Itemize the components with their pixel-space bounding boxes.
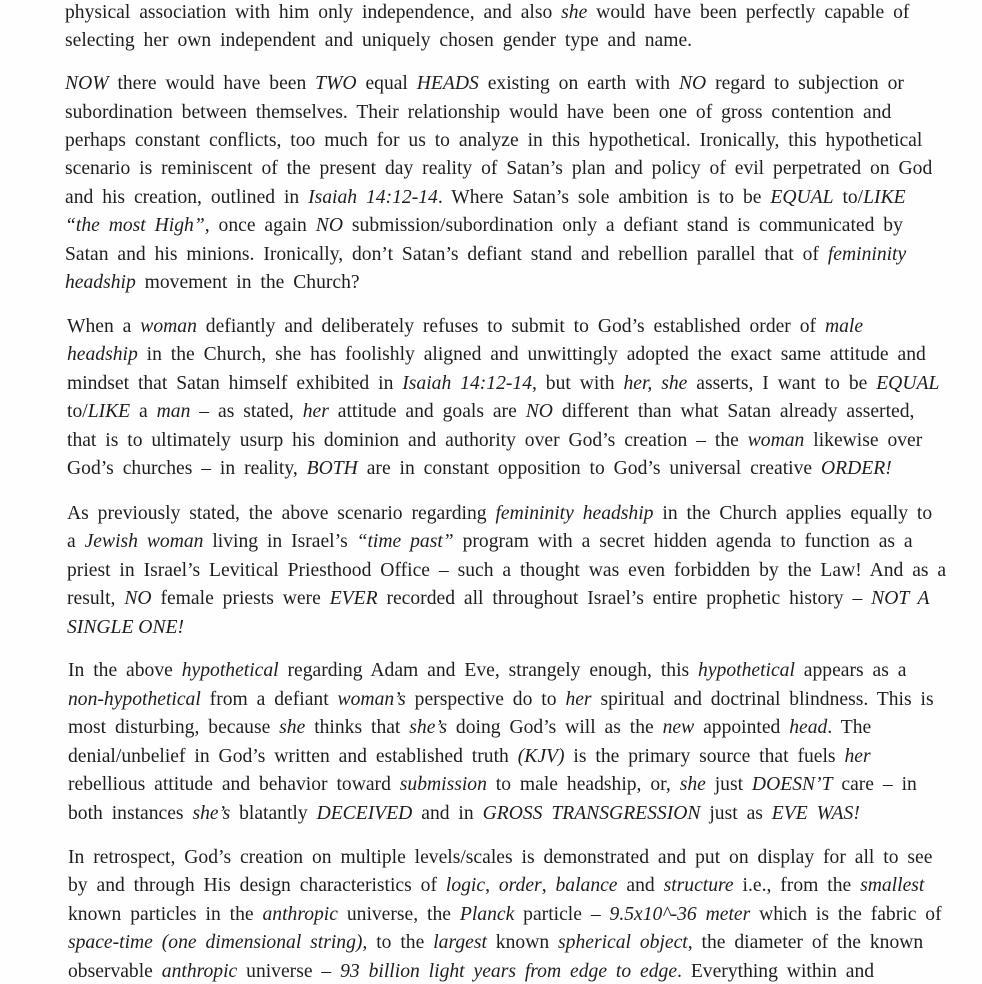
- text-run: equal: [356, 73, 417, 94]
- text-run: female priests were: [151, 588, 330, 609]
- italic-text: largest: [433, 932, 487, 953]
- text-run: submission/subordination only a defiant stand is communicated by: [343, 215, 903, 236]
- text-run: most disturbing, because: [68, 717, 280, 738]
- italic-text: headship: [67, 344, 138, 365]
- italic-text: 9.5x10^-36 meter: [609, 904, 751, 925]
- text-run: would have been perfectly capable of: [587, 2, 910, 23]
- italic-text: EVE WAS!: [771, 803, 860, 824]
- italic-text: TWO: [315, 73, 357, 94]
- text-run: selecting her own independent and uniquely chosen gender type and name.: [65, 30, 693, 51]
- text-run: movement in the Church?: [135, 272, 360, 293]
- text-line: [68, 742, 871, 771]
- text-run: attitude and goals are: [328, 401, 526, 422]
- italic-text: her: [302, 401, 329, 422]
- italic-text: LIKE: [863, 187, 906, 208]
- text-line: [68, 900, 942, 929]
- text-line: [65, 240, 906, 269]
- text-run: As previously stated, the above scenario regarding: [67, 503, 496, 524]
- text-run: mindset that Satan himself exhibited in: [67, 373, 403, 394]
- text-run: , but with: [532, 373, 624, 394]
- italic-text: Planck: [459, 904, 515, 925]
- italic-text: NOT A: [871, 588, 930, 609]
- italic-text: (KJV): [517, 746, 565, 767]
- text-run: known: [486, 932, 559, 953]
- text-run: in the Church applies equally to: [653, 503, 933, 524]
- italic-text: space-time (one dimensional string),: [68, 932, 368, 953]
- text-run: universe, the: [337, 904, 460, 925]
- text-run: subordination between themselves. Their relationship would have been one of gross contention and: [65, 102, 892, 123]
- italic-text: she: [679, 774, 706, 795]
- italic-text: Isaiah 14:12-14: [308, 187, 438, 208]
- text-run: and: [617, 875, 664, 896]
- italic-text: submission: [399, 774, 487, 795]
- text-run: that is to ultimately usurp his dominion and authority over God’s creation – the: [67, 430, 748, 451]
- italic-text: NO: [678, 73, 707, 94]
- text-run: is the primary source that fuels: [564, 746, 845, 767]
- italic-text: BOTH: [306, 458, 358, 479]
- italic-text: “the most High”,: [65, 215, 210, 236]
- italic-text: femininity headship: [495, 503, 654, 524]
- italic-text: Jewish woman: [84, 531, 204, 552]
- text-run: Satan and his minions. Ironically, don’t Satan’s defiant stand and rebellion parallel that of: [65, 244, 828, 265]
- text-line: [68, 713, 871, 742]
- text-run: . The: [827, 717, 872, 738]
- text-run: perhaps constant conflicts, too much for us to analyze in this hypothetical. Ironically, this hypothetical: [65, 130, 923, 151]
- italic-text: she: [561, 2, 588, 23]
- text-run: result,: [67, 588, 125, 609]
- text-run: just as: [700, 803, 772, 824]
- text-run: rebellious attitude and behavior toward: [68, 774, 400, 795]
- italic-text: DECEIVED: [316, 803, 413, 824]
- italic-text: LIKE: [87, 401, 131, 422]
- text-run: . Where Satan’s sole ambition is to be: [437, 187, 771, 208]
- text-run: likewise over: [804, 430, 923, 451]
- italic-text: woman: [747, 430, 805, 451]
- text-line: [68, 770, 917, 799]
- italic-text: her: [844, 746, 871, 767]
- text-line: [68, 685, 934, 714]
- italic-text: spherical object: [558, 932, 688, 953]
- text-line: [65, 69, 904, 98]
- text-run: God’s churches – in reality,: [67, 458, 307, 479]
- text-run: observable: [68, 961, 162, 982]
- italic-text: NO: [315, 215, 343, 236]
- italic-text: structure: [663, 875, 734, 896]
- text-run: existing on earth with: [478, 73, 679, 94]
- text-line: [67, 397, 914, 426]
- text-line: [67, 499, 932, 528]
- text-run: . Everything within and: [677, 961, 875, 982]
- text-run: perspective do to: [405, 689, 566, 710]
- text-run: living in Israel’s: [203, 531, 357, 552]
- text-line: [65, 126, 922, 155]
- italic-text: anthropic: [161, 961, 238, 982]
- text-run: priest in Israel’s Levitical Priesthood Office – such a thought was even forbidden by the Law! And as a: [67, 560, 947, 581]
- text-run: to/: [833, 187, 864, 208]
- italic-text: EVER: [329, 588, 378, 609]
- text-line: [68, 957, 874, 984]
- text-run: to/: [67, 401, 88, 422]
- text-line: [67, 312, 863, 341]
- italic-text: balance: [555, 875, 618, 896]
- text-run: program with a secret hidden agenda to function as a: [453, 531, 913, 552]
- italic-text: NOW: [65, 73, 109, 94]
- text-run: just: [705, 774, 752, 795]
- text-run: in the Church, she has foolishly aligned and unwittingly adopted the exact same attitude and: [137, 344, 926, 365]
- text-line: [67, 527, 913, 556]
- text-run: appointed: [694, 717, 790, 738]
- text-run: – as stated,: [190, 401, 303, 422]
- text-run: are in constant opposition to God’s universal creative: [357, 458, 821, 479]
- text-line: [68, 928, 923, 957]
- text-run: scenario is reminiscent of the present day reality of Satan’s plan and policy of evil perpetrated on God: [65, 158, 933, 179]
- text-run: by and through His design characteristics of: [68, 875, 446, 896]
- text-run: and in: [412, 803, 483, 824]
- text-run: blatantly: [230, 803, 317, 824]
- text-run: thinks that: [305, 717, 410, 738]
- italic-text: smallest: [860, 875, 925, 896]
- text-line: [65, 98, 891, 127]
- italic-text: new: [662, 717, 695, 738]
- text-line: [65, 0, 909, 27]
- italic-text: hypothetical: [181, 660, 279, 681]
- text-run: asserts, I want to be: [687, 373, 877, 394]
- text-line: [67, 340, 926, 369]
- italic-text: male: [824, 316, 864, 337]
- italic-text: man: [156, 401, 191, 422]
- text-run: In retrospect, God’s creation on multiple levels/scales is demonstrated and put on display for all to see: [68, 847, 933, 868]
- text-line: [68, 843, 932, 872]
- text-run: particle –: [514, 904, 610, 925]
- text-run: , the diameter of the known: [687, 932, 924, 953]
- italic-text: GROSS TRANSGRESSION: [482, 803, 701, 824]
- italic-text: logic: [445, 875, 486, 896]
- text-run: there would have been: [108, 73, 316, 94]
- text-run: and his creation, outlined in: [65, 187, 309, 208]
- text-run: doing God’s will as the: [447, 717, 663, 738]
- text-run: regarding Adam and Eve, strangely enough, this: [278, 660, 699, 681]
- italic-text: woman’s: [337, 689, 406, 710]
- text-run: known particles in the: [68, 904, 263, 925]
- text-run: regard to subjection or: [706, 73, 904, 94]
- text-run: to male headship, or,: [486, 774, 680, 795]
- italic-text: non-hypothetical: [68, 689, 201, 710]
- text-run: ,: [485, 875, 499, 896]
- italic-text: NO: [525, 401, 553, 422]
- text-line: [65, 26, 692, 55]
- italic-text: she’s: [192, 803, 231, 824]
- text-run: In the above: [68, 660, 182, 681]
- text-run: ,: [541, 875, 556, 896]
- text-run: universe –: [237, 961, 341, 982]
- italic-text: HEADS: [416, 73, 479, 94]
- italic-text: headship: [65, 272, 136, 293]
- text-run: which is the fabric of: [750, 904, 942, 925]
- text-line: [68, 656, 906, 685]
- text-line: [67, 556, 946, 585]
- text-run: denial/unbelief in God’s written and established truth: [68, 746, 518, 767]
- text-line: [65, 211, 903, 240]
- text-line: [65, 154, 932, 183]
- italic-text: she: [279, 717, 306, 738]
- italic-text: EQUAL: [876, 373, 940, 394]
- text-run: once again: [209, 215, 316, 236]
- italic-text: SINGLE ONE!: [67, 617, 185, 638]
- italic-text: ORDER!: [820, 458, 892, 479]
- text-run: recorded all throughout Israel’s entire prophetic history –: [377, 588, 872, 609]
- text-run: i.e., from the: [733, 875, 861, 896]
- text-line: [67, 369, 939, 398]
- italic-text: DOESN’T: [751, 774, 833, 795]
- text-line: [67, 613, 184, 642]
- text-line: [68, 871, 924, 900]
- text-run: defiantly and deliberately refuses to submit to God’s established order of: [196, 316, 825, 337]
- text-run: both instances: [68, 803, 193, 824]
- italic-text: hypothetical: [698, 660, 795, 681]
- text-run: physical association with him only independence, and also: [65, 2, 562, 23]
- text-run: When a: [67, 316, 141, 337]
- text-run: spiritual and doctrinal blindness. This is: [591, 689, 934, 710]
- italic-text: her: [565, 689, 592, 710]
- text-line: [65, 183, 906, 212]
- italic-text: her, she: [623, 373, 688, 394]
- text-line: [65, 268, 360, 297]
- text-run: from a defiant: [200, 689, 338, 710]
- text-run: appears as a: [794, 660, 907, 681]
- text-run: care – in: [832, 774, 917, 795]
- italic-text: femininity: [827, 244, 907, 265]
- text-run: a: [130, 401, 157, 422]
- italic-text: Isaiah 14:12-14: [402, 373, 532, 394]
- italic-text: “time past”: [356, 531, 454, 552]
- text-line: [67, 584, 929, 613]
- italic-text: anthropic: [262, 904, 338, 925]
- text-run: to the: [367, 932, 434, 953]
- italic-text: NO: [124, 588, 152, 609]
- text-line: [67, 426, 922, 455]
- italic-text: order: [498, 875, 542, 896]
- italic-text: EQUAL: [770, 187, 834, 208]
- italic-text: 93 billion light years from edge to edge: [340, 961, 678, 982]
- italic-text: woman: [140, 316, 197, 337]
- text-run: different than what Satan already asserted,: [552, 401, 915, 422]
- text-line: [67, 454, 892, 483]
- italic-text: she’s: [409, 717, 448, 738]
- text-run: a: [67, 531, 85, 552]
- italic-text: head: [789, 717, 828, 738]
- text-line: [68, 799, 860, 828]
